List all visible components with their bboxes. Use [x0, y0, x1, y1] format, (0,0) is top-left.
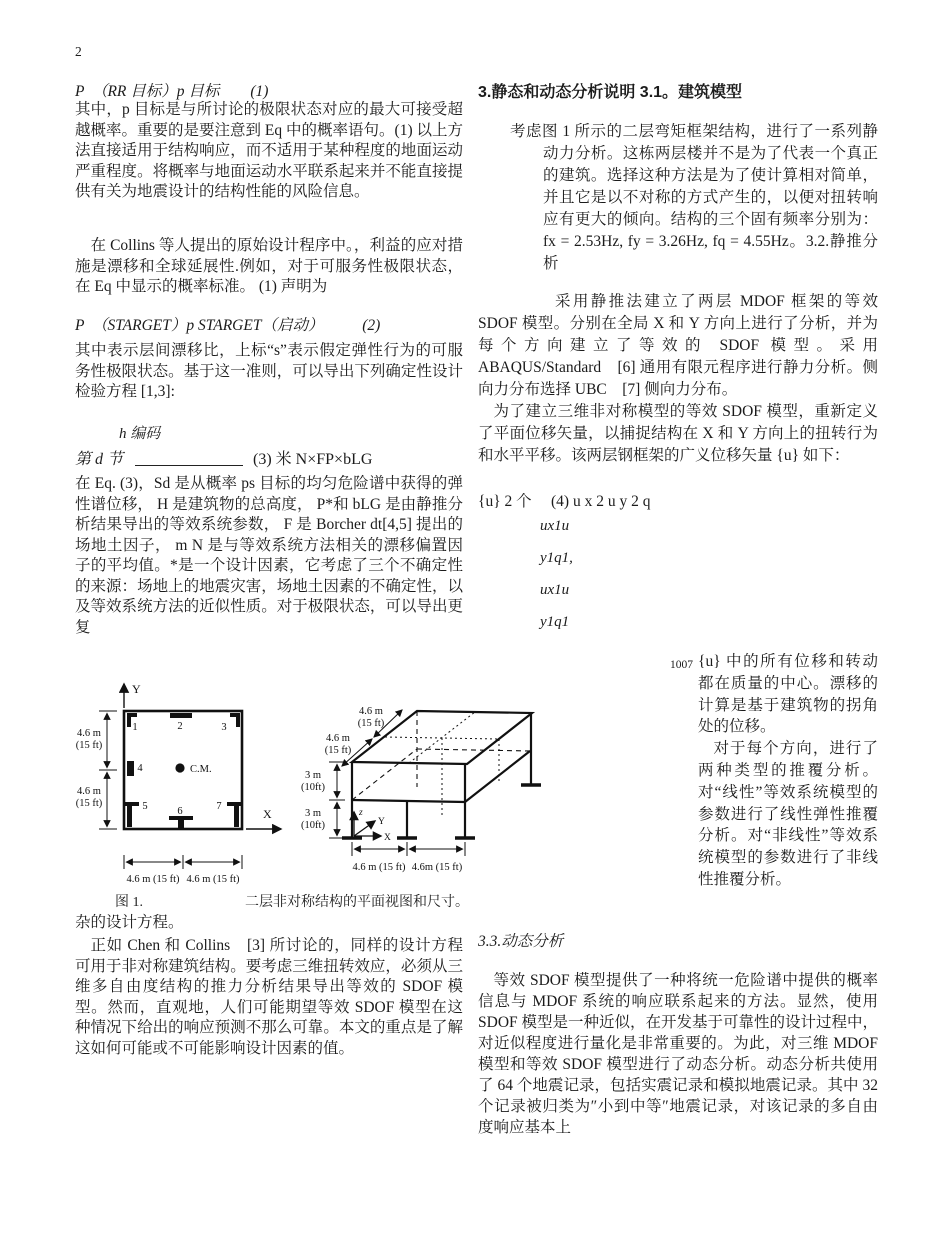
- iso-dim-h2a: 3 m: [304, 808, 322, 819]
- left-paragraph-continuation: 杂的设计方程。: [75, 914, 184, 931]
- plan-view: [99, 684, 281, 869]
- iso-x-axis-label: X: [384, 833, 391, 843]
- iso-dim-bottom-2: 4.6m (15 ft): [411, 862, 463, 873]
- column-number-2: 2: [177, 721, 183, 732]
- note-paragraph-2: 对于每个方向，进行了两种类型的推覆分析。对“线性”等效系统模型的参数进行了线性弹性推覆分析。对“非线性”等效系统模型的参数进行了非线性推覆分析。: [698, 740, 878, 888]
- right-paragraph-d: 等效 SDOF 模型提供了一种将统一危险谱中提供的概率信息与 MDOF 系统的响应联系起来的方法。显然，使用 SDOF 模型是一种近似，在开发基于可靠性的设计过程中，对近似程度进行量化是非常重要的。为此，对三维 MDOF 模型和等效 SDOF 模型进行了动态分析。动态分析共使用了 64 个地震记录，包括实震记录和模拟地震记录。其中 32 个记录被归类为″小到中等″地震记录，对该记录的多自由度响应基本上: [478, 972, 879, 1136]
- plan-dim-left-1a: 4.6 m: [77, 728, 101, 739]
- figure-caption-text: 二层非对称结构的平面视图和尺寸。: [245, 895, 469, 910]
- plan-dim-left-2a: 4.6 m: [77, 786, 101, 797]
- iso-dim-bottom-1: 4.6 m (15 ft): [352, 862, 406, 873]
- vector-term-1: ux1u: [540, 518, 570, 534]
- plan-dim-bottom-2: 4.6 m (15 ft): [186, 874, 240, 885]
- iso-dim-h2b: (10ft): [301, 820, 325, 831]
- left-paragraph-1: 其中，p 目标是与所讨论的极限状态对应的最大可接受超越概率。重要的是要注意到 Eq 中的概率语句。(1) 以上方法直接适用于结构响应，而不适用于某种程度的地面运动严重程度。将概率与地面运动水平联系起来并不能直接提供有关为地震设计的结构性能的风险信息。: [75, 101, 463, 200]
- eq3-lhs: 第 d 节: [75, 451, 124, 468]
- plan-dim-bottom-1: 4.6 m (15 ft): [126, 874, 180, 885]
- note-marker: 1007: [670, 659, 693, 671]
- iso-dim-top-2a: 4.6 m: [326, 733, 350, 744]
- iso-dimensions: [329, 710, 465, 856]
- center-of-mass-dot: [175, 763, 184, 772]
- right-paragraph-b: 采用静推法建立了两层 MDOF 框架的等效 SDOF 模型。分别在全局 X 和 Y 方向上进行了分析，并为每个方向建立了等效的 SDOF 模型。采用 ABAQUS/Standard [6] 通用有限元程序进行静力分析。侧向力分布选择 UBC [7] 侧向力分布。: [478, 293, 878, 398]
- right-paragraph-a: 考虑图 1 所示的二层弯矩框架结构，进行了一系列静动力分析。这栋两层楼并不是为了代表一个真正的建筑。选择这种方法是为了使计算相对简单，并且它是以不对称的方式产生的，以便对扭转响应有更大的倾向。结构的三个固有频率分别为： fx = 2.53Hz, fy = 3.26Hz, fq = 4.55Hz。3.2.静推分析: [510, 123, 878, 272]
- iso-dim-h1a: 3 m: [304, 770, 322, 781]
- figure-caption-label: 图 1.: [115, 895, 143, 910]
- equation-4: {u} 2 个 (4) u x 2 u y 2 q: [478, 493, 651, 510]
- column-number-7: 7: [216, 801, 222, 812]
- column-number-4: 4: [137, 763, 143, 774]
- vector-term-4: y1q1: [540, 614, 570, 630]
- iso-dim-top-1b: (15 ft): [357, 718, 385, 729]
- eq3-fraction-line: [135, 449, 243, 466]
- equation-3: [75, 422, 463, 469]
- iso-footings: [342, 785, 541, 838]
- figure-1-graphic: [75, 672, 660, 890]
- vector-term-2: y1q1,: [540, 550, 573, 566]
- section-heading-3: 3.静态和动态分析说明 3.1。建筑模型: [478, 84, 743, 101]
- equation-2: P （STARGET）p STARGET（启动） (2): [75, 317, 381, 334]
- left-paragraph-3: 其中表示层间漂移比，上标“s”表示假定弹性行为的可服务性极限状态。基于这一准则，可以导出下列确定性设计检验方程 [1,3]:: [75, 342, 463, 400]
- left-paragraph-2: 在 Collins 等人提出的原始设计程序中。，利益的应对措施是漂移和全球延展性.例如，对于可服务性极限状态，在 Eq 中显示的概率标准。 (1) 声明为: [75, 237, 463, 295]
- right-paragraph-c: 为了建立三维非对称模型的等效 SDOF 模型，重新定义了平面位移矢量，以捕捉结构在 X 和 Y 方向上的扭转行为和水平平移。该两层钢框架的广义位移矢量 {u} 如下：: [478, 403, 878, 464]
- section-heading-33: 3.3.动态分析: [478, 933, 564, 950]
- column-number-6: 6: [177, 806, 183, 817]
- plan-x-axis-label: X: [263, 807, 272, 821]
- plan-y-axis-label: Y: [132, 682, 141, 696]
- column-number-1: 1: [132, 722, 138, 733]
- iso-dim-h1b: (10ft): [301, 782, 325, 793]
- equation-1: P （RR 目标）p 目标 (1): [75, 83, 269, 100]
- vector-term-3: ux1u: [540, 582, 570, 598]
- left-paragraph-5: 正如 Chen 和 Collins [3] 所讨论的，同样的设计方程可用于非对称建筑结构。要考虑三维扭转效应，必须从三维多自由度结构的推力分析结果导出等效的 SDOF 模型。然而，直观地，人们可能期望等效 SDOF 模型在这种情况下给出的响应预测不那么可靠。本文的重点是了解这如何可能或不可能影响设计因素的值。: [75, 937, 463, 1057]
- iso-dim-top-1a: 4.6 m: [359, 706, 383, 717]
- iso-dim-top-2b: (15 ft): [324, 745, 352, 756]
- page-number: 2: [75, 44, 82, 59]
- iso-z-axis-label: z: [359, 808, 363, 818]
- side-note-block: [670, 651, 878, 891]
- column-number-3: 3: [221, 722, 227, 733]
- column-number-5: 5: [142, 801, 148, 812]
- plan-dim-left-1b: (15 ft): [75, 740, 103, 751]
- eq3-numerator: h 编码: [119, 426, 161, 442]
- plan-dim-left-2b: (15 ft): [75, 798, 103, 809]
- eq3-rhs: (3) 米 N×FP×bLG: [253, 451, 373, 468]
- displacement-vector-terms: [478, 519, 573, 647]
- left-paragraph-4: 在 Eq. (3)，Sd 是从概率 ps 目标的均匀危险谱中获得的弹性谱位移， H 是建筑物的总高度， P*和 bLG 是由静推分析结果导出的等效系统参数， F 是 Borcher dt[4,5] 提出的场地土因子， m N 是与等效系统方法相关的漂移偏置因子的平均值。*是一个设计因素，它考虑了三个不确定性的来源：场地上的地震灾害，场地土因素的不确定性，以及等效系统方法的近似性质。对于极限状态，可以导出更复: [75, 475, 463, 636]
- iso-y-axis-label: Y: [378, 817, 385, 827]
- cm-label: C.M.: [190, 764, 212, 775]
- note-paragraph-1: {u} 中的所有位移和转动都在质量的中心。漂移的计算是基于建筑物的拐角处的位移。: [698, 653, 878, 736]
